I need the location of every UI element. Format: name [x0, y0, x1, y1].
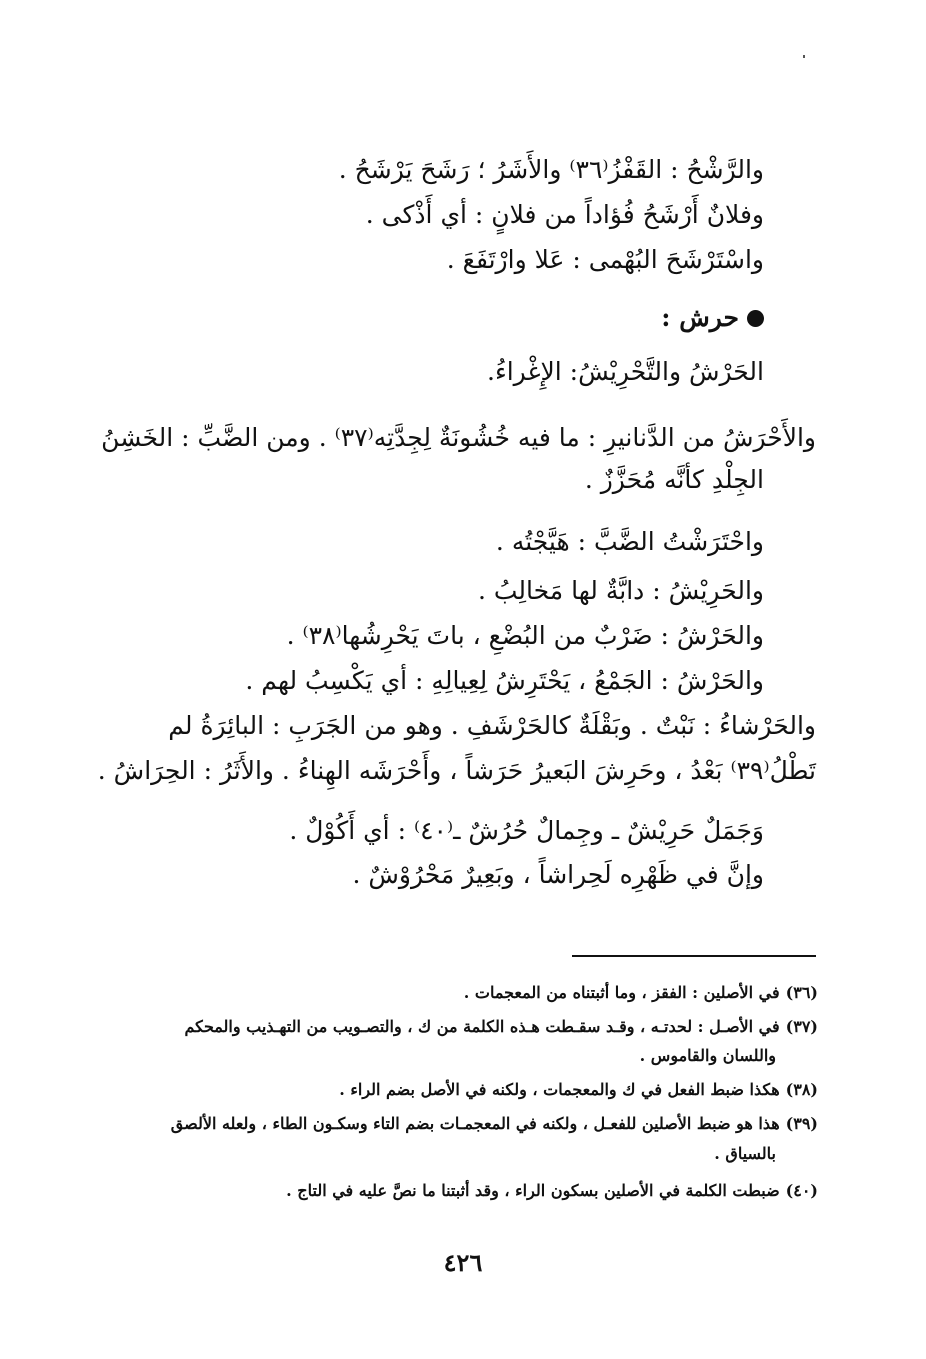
footnote	[464, 980, 818, 1006]
text-line: تَطْلُ⁽٣٩⁾ بَعْدُ ، وحَرِشَ البَعيرُ حَرَشاً ، وأَحْرَشَه الهِناءُ . والأَثَرُ : الحِرَاشُ .	[97, 756, 816, 785]
footnote-continuation: بالسياق .	[714, 1144, 776, 1163]
text-line: والرَّشْحُ : القَفْزُ⁽٣٦⁾ والأَشَرُ ؛ رَشَحَ يَرْشَحُ .	[338, 155, 764, 184]
footnote-number: (٣٩)	[785, 1114, 818, 1133]
text-line: واحْتَرَشْتُ الضَّبَّ : هَيَّجْتُه .	[495, 527, 764, 556]
text-line: الحَرْشُ والتَّحْرِيْشُ: الإِغْراءُ.	[487, 357, 764, 386]
text-line: والحَرْشُ : الجَمْعُ ، يَحْتَرِشُ لِعِيالِهِ : أي يَكْسِبُ لهم .	[245, 666, 764, 695]
text-line: والأَحْرَشُ من الدَّنانيرِ : ما فيه خُشُونَةٌ لِجِدَّتِه⁽٣٧⁾ . ومن الضَّبِّ : الخَشِنُ	[101, 423, 816, 452]
footnote	[171, 1111, 818, 1137]
footnote-continuation: واللسان والقاموس .	[639, 1046, 776, 1065]
footnote-text: هذا هو ضبط الأصلين للفعـل ، ولكنه في المعجمـات بضم التاء وسكـون الطاء ، ولعله الألصق	[170, 1114, 780, 1133]
bullet-icon	[747, 310, 764, 327]
footnote-text: في الأصـل : لحدتـه ، وقـد سقـطت هـذه الكلمة من ك ، والتصـويب من التهـذيب والمحكم	[184, 1017, 780, 1036]
text-line: وفلانٌ أَرْشَحُ فُؤاداً من فلانٍ : أي أَذْكى .	[365, 200, 764, 229]
text-line: والحَرْشُ : ضَرْبٌ من البُضْعِ ، باتَ يَحْرِشُها⁽٣٨⁾ .	[286, 621, 764, 650]
text-line: وإنَّ في ظَهْرِه لَحِراشاً ، وبَعِيرٌ مَحْرُوْشٌ .	[352, 860, 764, 889]
footnote	[339, 1077, 818, 1103]
footnote-text: في الأصلين : الفقز ، وما أثبتناه من المعجمات .	[463, 983, 780, 1002]
footnote-text: هكذا ضبط الفعل في ك والمعجمات ، ولكنه في الأصل بضم الراء .	[339, 1080, 780, 1099]
footnote	[286, 1178, 818, 1204]
text-line: والحَرْشاءُ : نَبْتٌ . وبَقْلَةٌ كالحَرْشَفِ . وهو من الجَرَبِ : البائِرَةُ لم	[168, 711, 816, 740]
footnote	[184, 1014, 818, 1040]
text-line: الجِلْدِ كأنَّه مُحَزَّزٌ .	[584, 465, 764, 494]
text-line: والحَرِيْشُ : دابَّةٌ لها مَخالِبُ .	[477, 576, 764, 605]
text-line: وَجَمَلٌ حَرِيْشٌ ـ وجِمالٌ حُرُشٌ ـ⁽٤٠⁾ : أي أَكُوْلٌ .	[289, 816, 764, 845]
entry-heading-text: حرش :	[661, 303, 739, 332]
footnote-divider	[572, 955, 816, 957]
footnote-number: (٤٠)	[785, 1181, 818, 1200]
scan-speck	[803, 55, 805, 58]
entry-heading	[661, 298, 764, 338]
text-line: واسْتَرْشَحَ البُهْمى : عَلا وارْتَفَعَ .	[446, 245, 764, 274]
page-number: ٤٢٦	[443, 1248, 483, 1277]
footnote-number: (٣٧)	[785, 1017, 818, 1036]
footnote-text: ضبطت الكلمة في الأصلين بسكون الراء ، وقد أثبتنا ما نصَّ عليه في التاج .	[286, 1181, 780, 1200]
footnote-number: (٣٦)	[785, 983, 818, 1002]
footnote-number: (٣٨)	[785, 1080, 818, 1099]
